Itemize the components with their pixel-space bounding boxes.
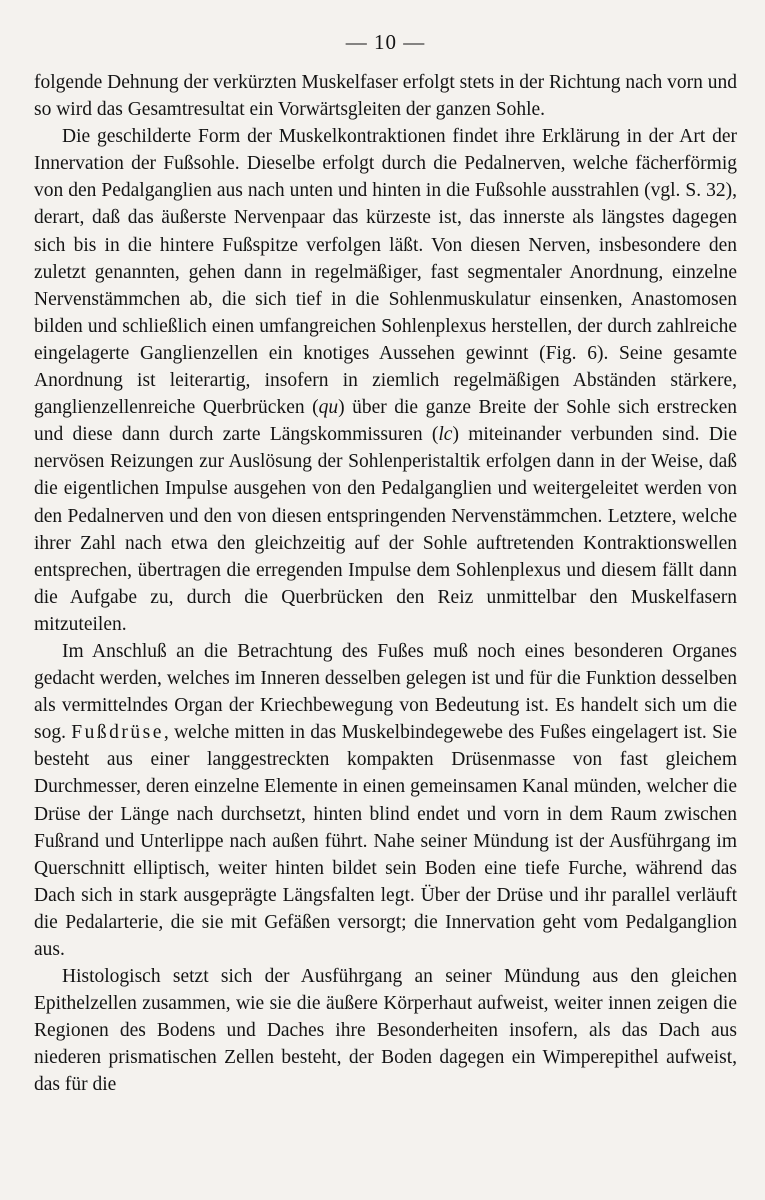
paragraph-histologie <box>34 963 737 1098</box>
paragraph-text: Histologisch setzt sich der Ausführgang an seiner Mündung aus den gleichen Epithelzellen zusammen, wie sie die äußere Körperhaut aufweist, weiter innen zeigen die Regionen des Bodens und Daches ihre Besonderheiten insofern, als das Dach aus niederen prismatischen Zellen besteht, der Boden dagegen ein Wimperepithel aufweist, das für die <box>34 966 737 1096</box>
paragraph-text: ) über die ganze Breite der Sohle sich erstrecken und diese dann durch zarte Längskommissuren ( <box>34 397 738 446</box>
abbreviation-lc: lc <box>438 424 453 446</box>
paragraph-fussdruese <box>34 638 737 963</box>
abbreviation-qu: qu <box>318 397 339 419</box>
paragraph-text: Die geschilderte Form der Muskelkontraktionen findet ihre Erklärung in der Art der Innervation der Fußsohle. Dieselbe erfolgt durch die Pedalnerven, welche fächerförmig von den Pedalganglien aus nach unten und hinten in die Fußsohle ausstrahlen (vgl. S. 32), derart, daß das äußerste Nervenpaar das kürzeste ist, das innerste als längstes dagegen sich bis in die hintere Fußspitze verfolgen läßt. Von diesen Nerven, insbesondere den zuletzt genannten, gehen dann in regelmäßiger, fast segmentaler Anordnung, einzelne Nervenstämmchen ab, die sich tief in die Sohlenmuskulatur einsenken, Anastomosen bilden und schließlich einen umfangreichen Sohlenplexus herstellen, der durch zahlreiche eingelagerte Ganglienzellen ein knotiges Aussehen gewinnt (Fig. 6). Seine gesamte Anordnung ist leiterartig, insofern in ziemlich regelmäßigen Abständen stärkere, ganglienzellenreiche Querbrücken ( <box>34 126 737 419</box>
paragraph-text: , welche mitten in das Muskelbindegewebe des Fußes eingelagert ist. Sie besteht aus einer langgestreckten kompakten Drüsenmasse von fast gleichem Durchmesser, deren einzelne Elemente in einen gemeinsamen Kanal münden, welcher die Drüse der Länge nach durchsetzt, hinten blind endet und vorn in dem Raum zwischen Fußrand und Unterlippe nach außen führt. Nahe seiner Mündung ist der Ausführgang im Querschnitt elliptisch, weiter hinten bildet sein Boden eine tiefe Furche, während das Dach sich in stark ausgeprägte Längsfalten legt. Über der Drüse und ihr parallel verläuft die Pedalarterie, die sie mit Gefäßen versorgt; die Innervation geht vom Pedalganglion aus. <box>34 722 737 960</box>
paragraph-innervation <box>34 123 737 638</box>
paragraph-text: ) miteinander verbunden sind. Die nervösen Reizungen zur Auslösung der Sohlenperistaltik erfolgen dann in der Weise, daß die eigentlichen Impulse ausgehen von den Pedalganglien und weitergeleitet werden von den Pedalnerven und den von diesen entspringenden Nervenstämmchen. Letztere, welche ihrer Zahl nach etwa den gleichzeitig auf der Sohle auftretenden Kontraktionswellen entsprechen, übertragen die erregenden Impulse dem Sohlenplexus und diesem fällt dann die Aufgabe zu, durch die Querbrücken den Reiz unmittelbar den Muskelfasern mitzuteilen. <box>34 424 737 635</box>
page-number: — 10 — <box>345 30 426 54</box>
paragraph-text: folgende Dehnung der verkürzten Muskelfaser erfolgt stets in der Richtung nach vorn und so wird das Gesamtresultat ein Vorwärtsgleiten der ganzen Sohle. <box>34 72 737 121</box>
paragraph-continuation <box>34 69 737 123</box>
paragraph-text: Im Anschluß an die Betrachtung des Fußes muß noch eines besonderen Organes gedacht werden, welches im Inneren desselben gelegen ist und für die Funktion desselben als vermittelndes Organ der Kriechbewegung von Bedeutung ist. Es handelt sich um die sog. <box>34 640 737 744</box>
spaced-term-fussdruese: Fußdrüse <box>71 722 164 744</box>
